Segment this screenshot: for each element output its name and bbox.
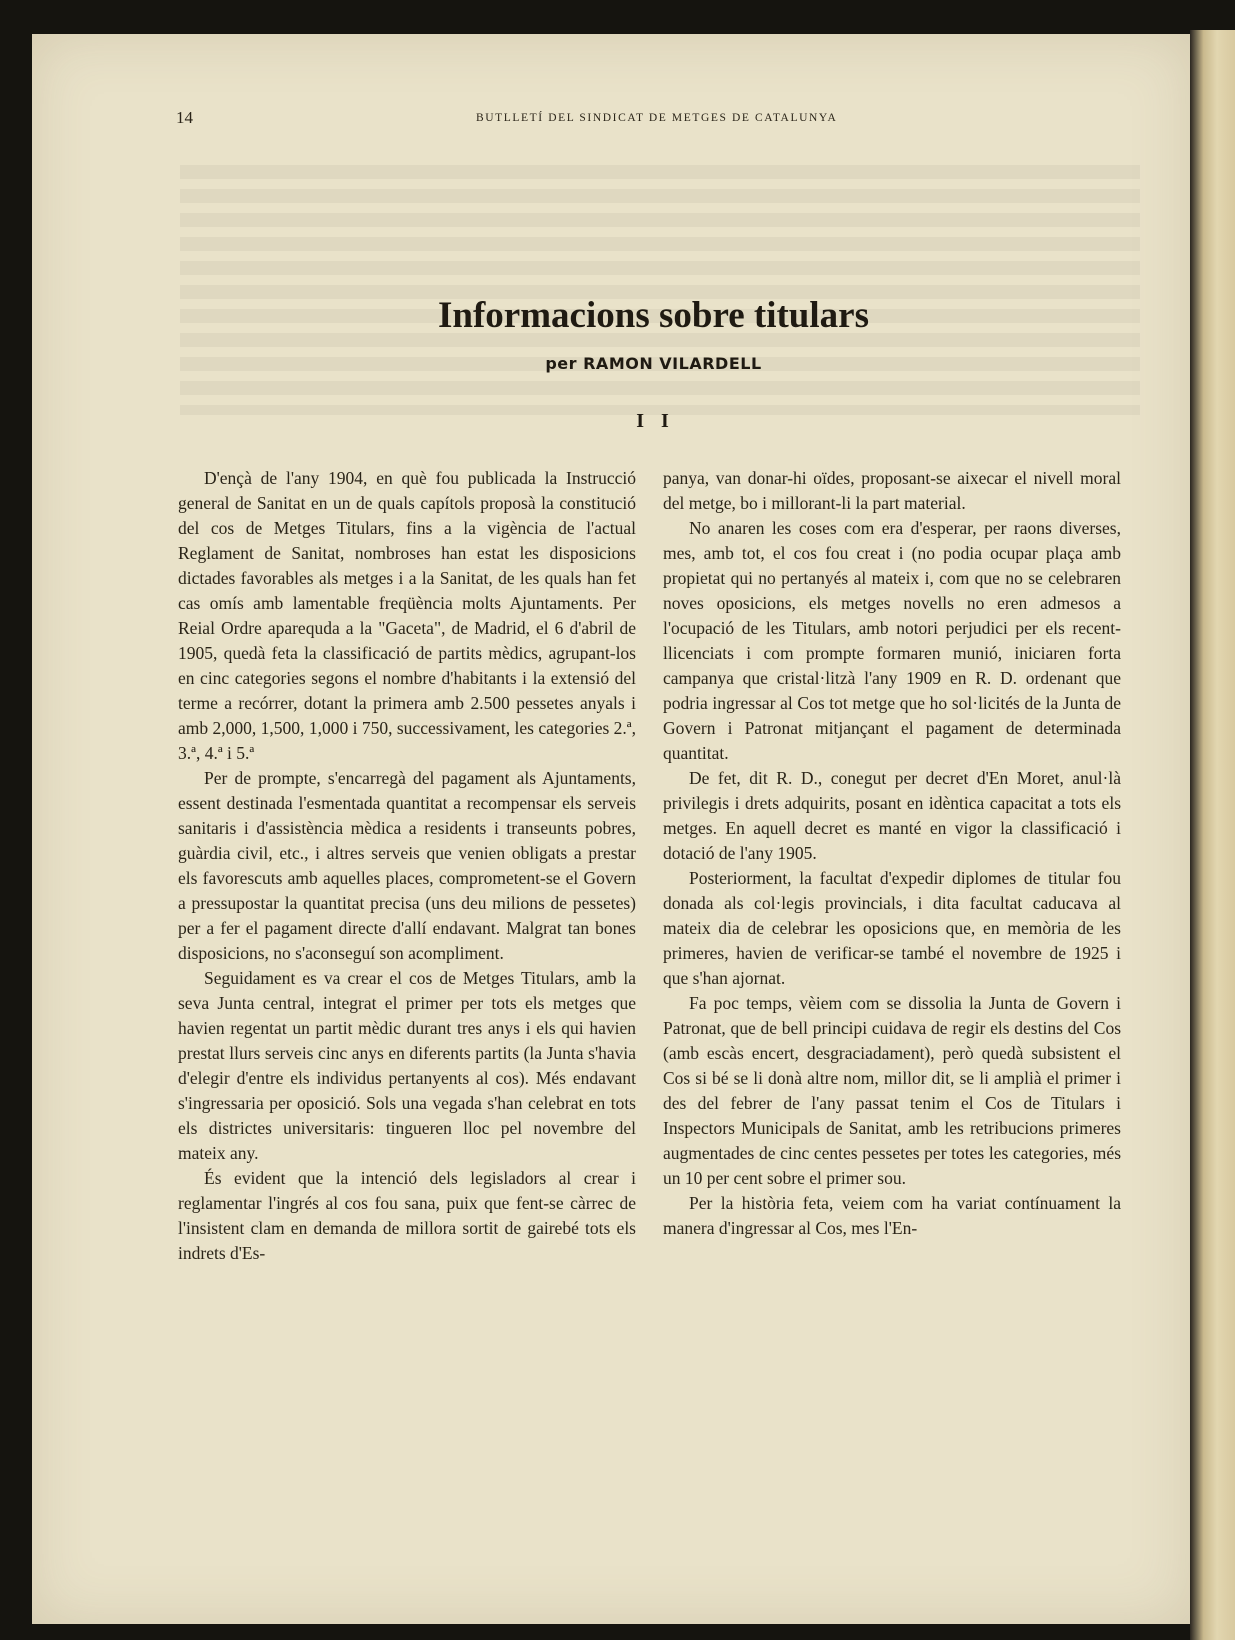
- paragraph: Seguidament es va crear el cos de Metges Titulars, amb la seva Junta central, integrat el primer per tots els metges que havien regentat un partit mèdic durant tres anys i els qui havien prestat llurs serveis cinc anys en diferents partits (la Junta s'havia d'elegir d'entre els individus pertanyents al cos). Més endavant s'ingressaria per oposició. Sols una vegada s'han celebrat en tots els districtes universitaris: tingueren lloc pel novembre del mateix any.: [178, 968, 636, 1163]
- binding-edge: [1190, 30, 1235, 1640]
- right-column: [663, 466, 1121, 1446]
- paragraph: De fet, dit R. D., conegut per decret d'En Moret, anul·là privilegis i drets adquirits, posant en idèntica capacitat a tots els metges. En aquell decret es manté en vigor la classificació i dotació de l'any 1905.: [663, 768, 1121, 863]
- page-number: 14: [176, 108, 193, 127]
- paragraph: Per de prompte, s'encarregà del pagament als Ajuntaments, essent destinada l'esmentada quantitat a recompensar els serveis sanitaris i d'assistència mèdica a residents i transeunts pobres, guàrdia civil, etc., i altres serveis que venien obligats a prestar els favorescuts amb aquelles places, comprometent-se el Govern a pressupostar la quantitat precisa (uns deu milions de pessetes) per a fer el pagament directe d'allí endavant. Malgrat tan bones disposicions, no s'aconseguí son acompliment.: [178, 768, 636, 963]
- article-title: Informacions sobre titulars: [438, 295, 869, 336]
- paragraph: És evident que la intenció dels legisladors al crear i reglamentar l'ingrés al cos fou sana, puix que fent-se càrrec de l'insistent clam en demanda de millora sortit de gairebé tots els indrets d'Es-: [178, 1168, 636, 1263]
- article-byline: per RAMON VILARDELL: [545, 354, 762, 373]
- paragraph: Posteriorment, la facultat d'expedir diplomes de titular fou donada als col·legis provincials, i dita facultat caducava al mateix dia de celebrar les oposicions que, en memòria de les primeres, havien de verificar-se també el novembre de 1925 i que s'han ajornat.: [663, 868, 1121, 988]
- paragraph: No anaren les coses com era d'esperar, per raons diverses, mes, amb tot, el cos fou creat i (no podia ocupar plaça amb propietat qui no pertanyés al mateix i, com que no se celebraren noves oposicions, els metges novells no eren admesos a l'ocupació de les Titulars, amb notori perjudici per els recent-llicenciats i com prompte formaren munió, iniciaren forta campanya que cristal·litzà l'any 1909 en R. D. ordenant que podria ingressar al Cos tot metge que ho sol·licités de la Junta de Govern i Patronat mitjançant el pagament de determinada quantitat.: [663, 518, 1121, 763]
- paragraph: panya, van donar-hi oïdes, proposant-se aixecar el nivell moral del metge, bo i millorant-li la part material.: [663, 468, 1121, 513]
- bleed-through-text: [180, 165, 1140, 415]
- paragraph: Fa poc temps, vèiem com se dissolia la Junta de Govern i Patronat, que de bell principi cuidava de regir els destins del Cos (amb escàs encert, desgraciadament), però quedà subsistent el Cos si bé se li donà altre nom, millor dit, se li amplià el primer i des del febrer de l'any passat tenim el Cos de Titulars i Inspectors Municipals de Sanitat, amb les retribucions primeres augmentades de cinc centes pessetes per totes les categories, més un 10 per cent sobre el primer sou.: [663, 993, 1121, 1188]
- paragraph: Per la història feta, veiem com ha variat contínuament la manera d'ingressar al Cos, mes l'En-: [663, 1193, 1121, 1238]
- journal-title: BUTLLETÍ DEL SINDICAT DE METGES DE CATALUNYA: [476, 112, 838, 124]
- paragraph: D'ençà de l'any 1904, en què fou publicada la Instrucció general de Sanitat en un de quals capítols proposà la constitució del cos de Metges Titulars, fins a la vigència de l'actual Reglament de Sanitat, nombroses han estat les disposicions dictades favorables als metges i a la Sanitat, de les quals han fet cas omís amb lamentable freqüència molts Ajuntaments. Per Reial Ordre aparequda a la "Gaceta", de Madrid, el 6 d'abril de 1905, quedà feta la classificació de partits mèdics, agrupant-los en cinc categories segons el nombre d'habitants i la extensió del terme a recórrer, dotant la primera amb 2.500 pessetes anyals i amb 2,000, 1,500, 1,000 i 750, successivament, les categories 2.ª, 3.ª, 4.ª i 5.ª: [178, 468, 636, 763]
- section-number: I I: [636, 410, 675, 432]
- left-column: [178, 466, 636, 1446]
